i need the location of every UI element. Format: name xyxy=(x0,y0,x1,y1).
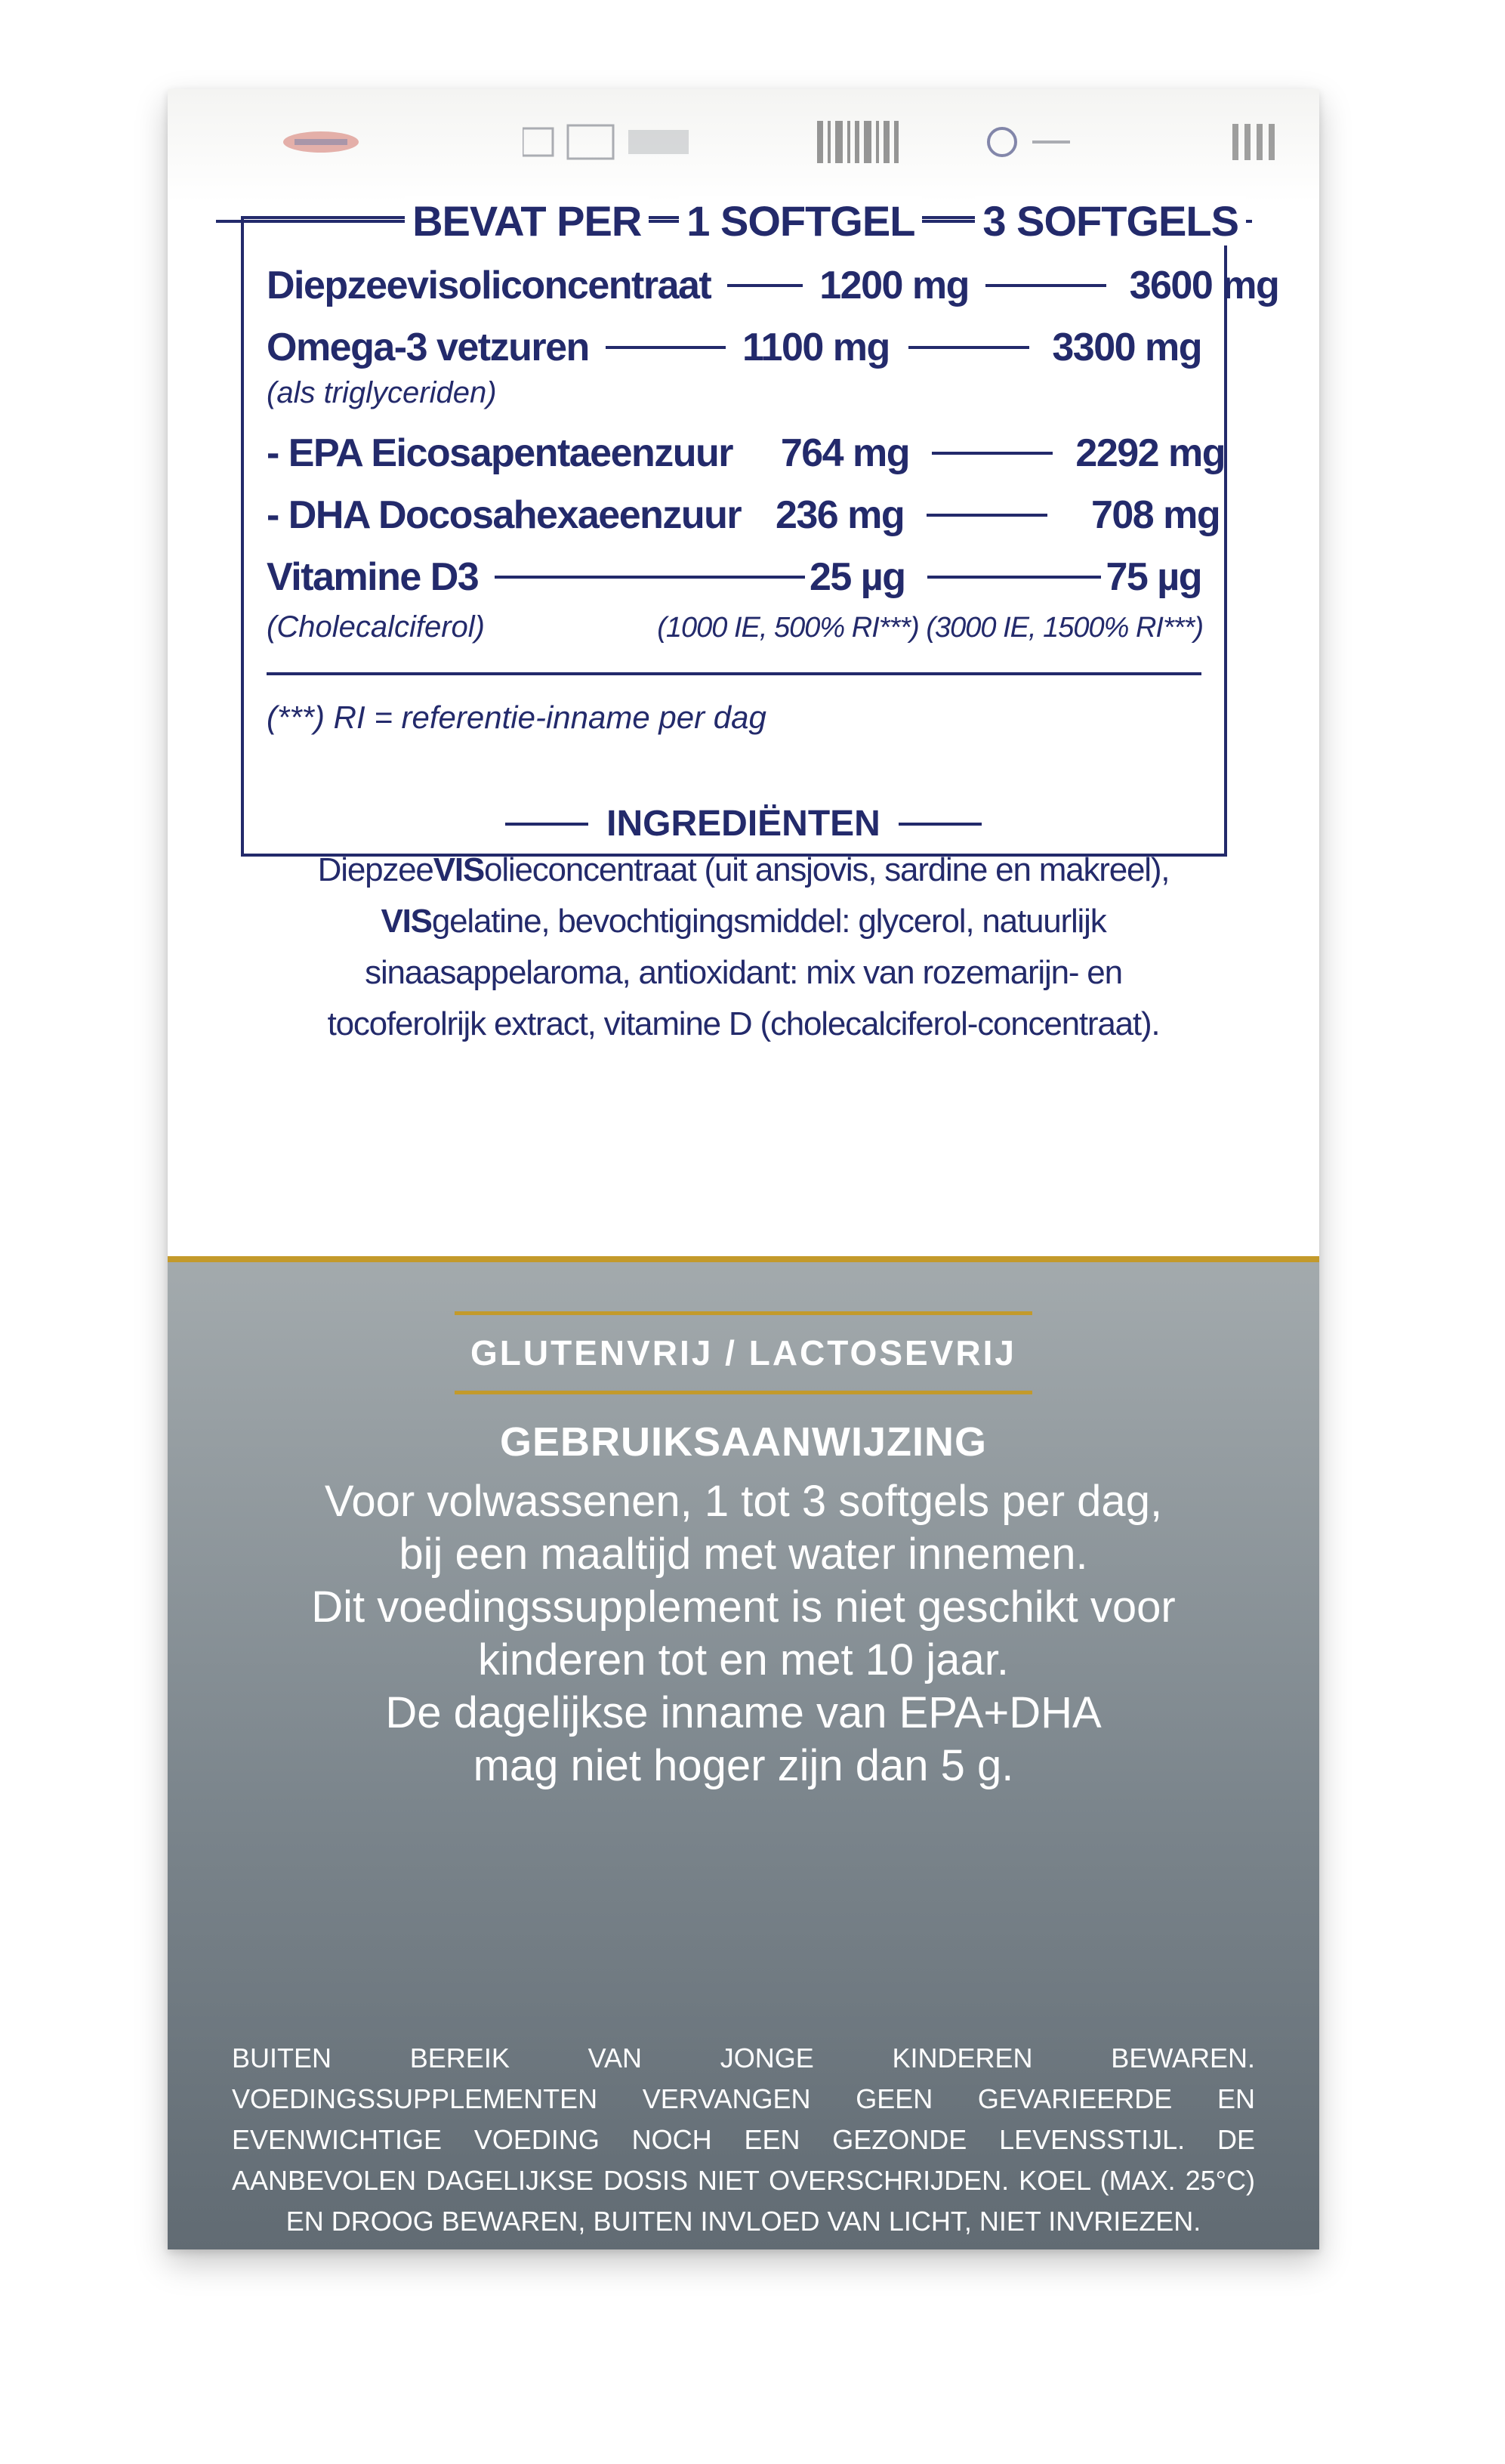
recycle-symbol-icon xyxy=(979,121,1078,163)
brand-logo-icon xyxy=(279,121,362,163)
usage-line: kinderen tot en met 10 jaar. xyxy=(478,1635,1009,1684)
amount-3-softgels: 3300 mg xyxy=(1052,326,1201,369)
header-3-softgels: 3 SOFTGELS xyxy=(975,196,1246,245)
amount-1-softgel: 236 mg xyxy=(775,493,905,537)
usage-line: Dit voedingssupplement is niet geschikt voor xyxy=(311,1582,1176,1632)
side-text-mark-icon xyxy=(1225,121,1285,163)
usage-title: GEBRUIKSAANWIJZING xyxy=(499,1419,987,1465)
nutrient-name: - EPA Eicosapentaeenzuur xyxy=(267,431,733,475)
usage-line: mag niet hoger zijn dan 5 g. xyxy=(473,1741,1014,1790)
table-divider xyxy=(267,672,1201,675)
storage-warning: BUITEN BEREIK VAN JONGE KINDEREN BEWAREN. VOEDINGSSUPPLEMENTEN VERVANGEN GEEN GEVARIEERDE EN EVENWICHTIGE VOEDING NOCH EEN GEZONDE LEVENSSTIJL. DE AANBEVOLEN DAGELIJKSE DOSIS NIET OVERSCHRIJDEN. KOEL (MAX. 25°C) EN DROOG BEWAREN, BUITEN INVLOED VAN LICHT, NIET INVRIEZEN. xyxy=(232,2043,1255,2237)
nutrient-name: Diepzeevisoliconcentraat xyxy=(267,264,711,307)
header-per: BEVAT PER xyxy=(405,196,649,245)
package-back xyxy=(168,89,1319,2249)
top-flap-strip xyxy=(168,89,1319,202)
certification-marks-icon xyxy=(523,121,696,163)
usage-line: bij een maaltijd met water innemen. xyxy=(399,1530,1088,1579)
nutrition-header xyxy=(244,196,1238,245)
amount-3-softgels: 75 µg xyxy=(1106,555,1201,599)
allergen-badge-text: GLUTENVRIJ / LACTOSEVRIJ xyxy=(470,1333,1016,1372)
barcode-icon xyxy=(817,121,900,163)
nutrient-sub-label: (Cholecalciferol) xyxy=(267,610,485,644)
header-1-softgel: 1 SOFTGEL xyxy=(679,196,922,245)
ingredients-title xyxy=(168,803,1319,844)
table-footnote: (***) RI = referentie-inname per dag xyxy=(267,699,766,735)
usage-text xyxy=(198,1475,1289,1792)
nutrition-row xyxy=(267,323,1201,372)
amount-1-softgel: 1100 mg xyxy=(742,326,890,369)
nutrient-name: Vitamine D3 xyxy=(267,555,479,599)
nutrient-name: - DHA Docosahexaeenzuur xyxy=(267,493,742,537)
amount-3-softgels: 3600 mg xyxy=(1129,264,1279,307)
nutrition-row xyxy=(267,429,1226,477)
gold-divider xyxy=(168,1256,1319,1262)
nutrient-name: Omega-3 vetzuren xyxy=(267,326,589,369)
usage-line: De dagelijkse inname van EPA+DHA xyxy=(385,1688,1102,1737)
nutrition-row xyxy=(267,553,1201,601)
ingredients-title-text: INGREDIËNTEN xyxy=(606,804,880,844)
nutrition-row xyxy=(267,491,1220,539)
usage-line: Voor volwassenen, 1 tot 3 softgels per dag, xyxy=(324,1477,1163,1526)
ingredients-text: DiepzeeVISolieconcentraat (uit ansjovis, sardine en makreel), VISgelatine, bevochtigingsmiddel: glycerol, natuurlijk sinaasappelaroma, antioxidant: mix van rozemarijn- en tocoferolrijk extract, vitamine D (cholecalciferol-concentraat). xyxy=(317,851,1170,1042)
amount-3-softgels: 708 mg xyxy=(1090,493,1220,537)
amount-1-softgel: 1200 mg xyxy=(819,264,969,307)
nutrient-sub-label: (als triglyceriden) xyxy=(267,376,497,409)
allergen-badge xyxy=(455,1311,1032,1394)
nutrition-table xyxy=(241,197,1279,857)
amount-3-softgels: 2292 mg xyxy=(1075,431,1226,475)
amount-1-softgel: 764 mg xyxy=(780,431,910,475)
amount-1-softgel: 25 µg xyxy=(809,555,905,599)
nutrient-ri-label: (1000 IE, 500% RI***) (3000 IE, 1500% RI***) xyxy=(657,612,1203,644)
nutrition-row xyxy=(267,261,1279,310)
